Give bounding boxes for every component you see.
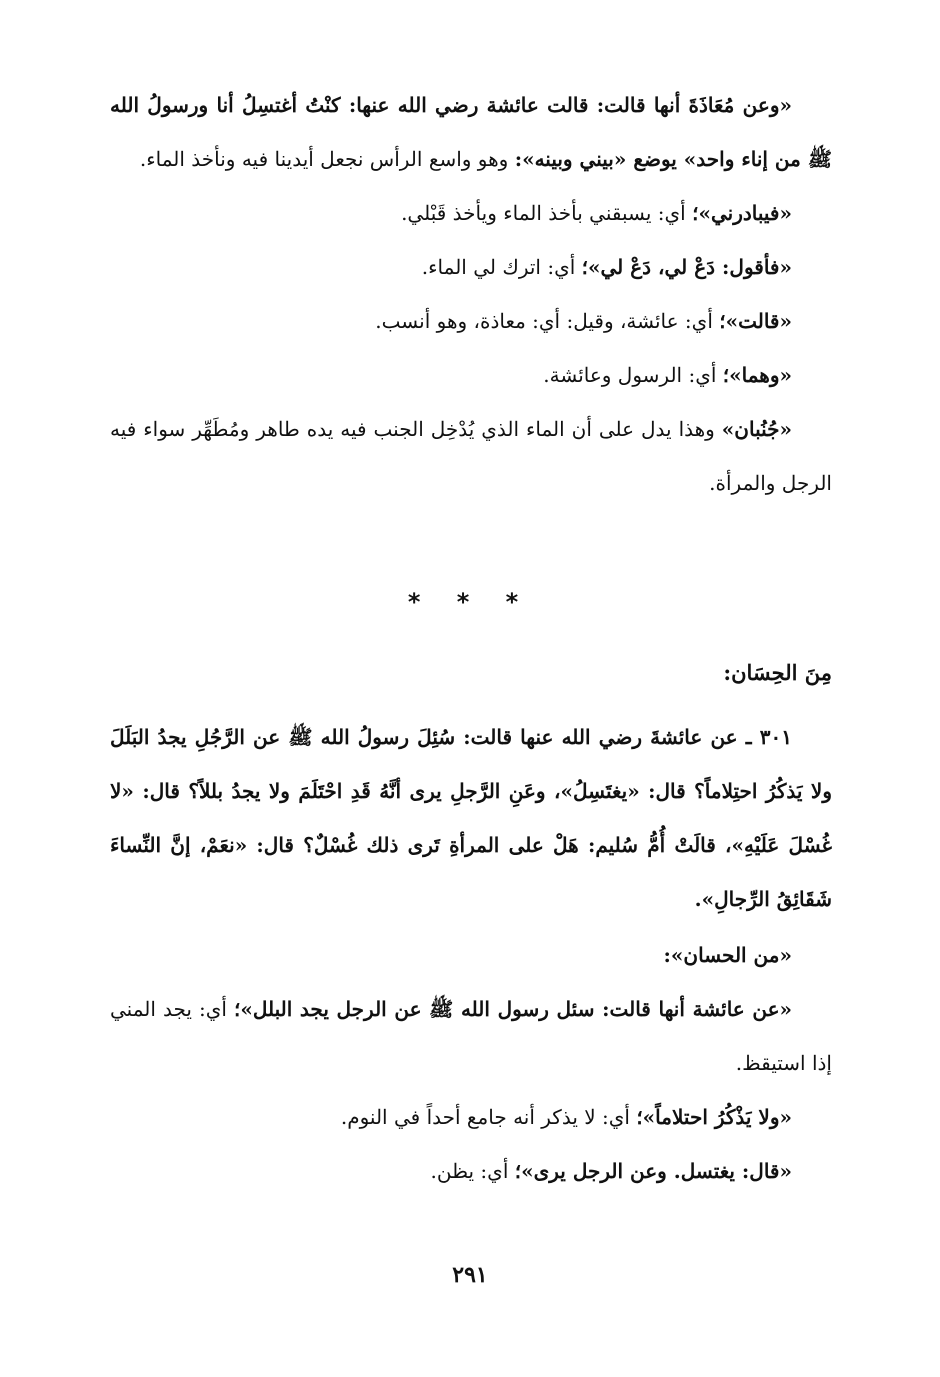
commentary-paragraph — [110, 240, 832, 294]
commentary-paragraph — [110, 1144, 832, 1198]
quoted-text: «وعن مُعَاذَةَ أنها قالت: قالت عائشة رضي الله عنها: كنْتُ أغتسِلُ أنا ورسولُ الله ﷺ من إناء واحد» يوضع «بيني وبينه»: — [110, 93, 832, 171]
commentary-paragraph — [110, 186, 832, 240]
explanation-text: أي: الرسول وعائشة. — [543, 363, 717, 387]
quoted-text: «جُنُبان» — [721, 417, 792, 441]
commentary-paragraph — [110, 294, 832, 348]
quoted-text: «عن عائشة أنها قالت: سئل رسول الله ﷺ عن الرجل يجد البلل»؛ — [233, 997, 793, 1021]
explanation-text: أي: يظن. — [430, 1159, 509, 1183]
commentary-paragraph — [110, 348, 832, 402]
explanation-text: أي: لا يذكر أنه جامع أحداً في النوم. — [340, 1105, 630, 1129]
quoted-text: «فيبادرني»؛ — [692, 201, 792, 225]
commentary-paragraph — [110, 78, 832, 186]
section-heading: مِنَ الحِسَان: — [723, 660, 832, 685]
explanation-text: أي: اترك لي الماء. — [421, 255, 576, 279]
commentary-block-2 — [110, 928, 832, 1198]
explanation-text: وهذا يدل على أن الماء الذي يُدْخِل الجنب فيه يده طاهر ومُطَهِّر سواء فيه الرجل والمرأة. — [110, 417, 832, 495]
hadith-block — [110, 710, 832, 926]
commentary-block-1 — [110, 78, 832, 510]
explanation-text: وهو واسع الرأس نجعل أيدينا فيه ونأخذ الماء. — [139, 147, 509, 171]
quoted-text: «قالت»؛ — [719, 309, 792, 333]
commentary-paragraph — [110, 402, 832, 510]
quoted-text: «ولا يَذْكُرُ احتلاماً»؛ — [636, 1105, 792, 1129]
quoted-text: «فأقول: دَعْ لي، دَعْ لي»؛ — [581, 255, 792, 279]
explanation-text: أي: يسبقني بأخذ الماء ويأخذ قَبْلي. — [401, 201, 686, 225]
quoted-text: «قال: يغتسل. وعن الرجل يرى»؛ — [514, 1159, 792, 1183]
commentary-paragraph — [110, 928, 832, 982]
quoted-text: «وهما»؛ — [722, 363, 792, 387]
commentary-paragraph — [110, 982, 832, 1090]
section-separator: * * * — [407, 588, 533, 616]
hadith-text: ٣٠١ ـ عن عائشةَ رضي الله عنها قالت: سُئِلَ رسولُ الله ﷺ عن الرَّجُلِ يجدُ البَلَلَ ولا يَذكُرُ احتِلاماً؟ قال: «يغتَسِلُ»، وعَنِ الرَّجلِ يرى أنَّهُ قَدِ احْتَلَمَ ولا يجدُ بللاً؟ قال: «لا غُسْلَ عَلَيْهِ»، قالَتْ أُمُّ سُليم: هَلْ على المرأةِ تَرى ذلك غُسْلٌ؟ قال: «نعَمْ، إنَّ النِّساءَ شَقَائِقُ الرِّجالِ». — [110, 725, 832, 911]
page-number: ٢٩١ — [452, 1262, 488, 1288]
explanation-text: أي: عائشة، وقيل: أي: معاذة، وهو أنسب. — [375, 309, 713, 333]
quoted-text: «من الحسان»: — [663, 943, 792, 967]
explanation-text: أي: يجد المني إذا استيقظ. — [110, 997, 832, 1075]
commentary-paragraph — [110, 1090, 832, 1144]
